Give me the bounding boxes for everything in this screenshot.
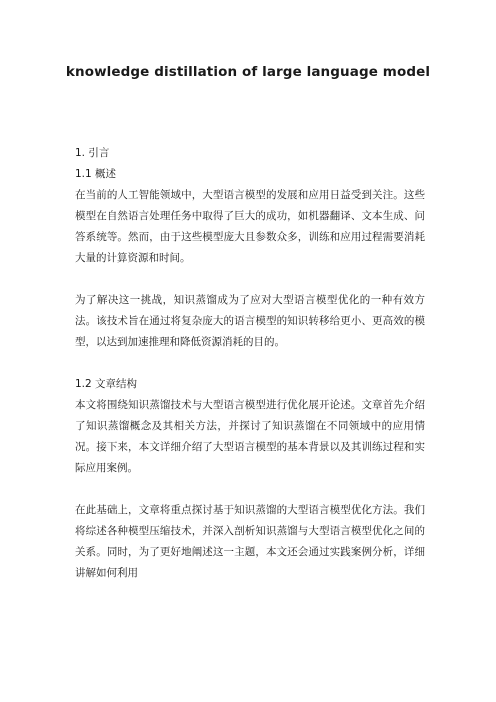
paragraph-overview-2: 为了解决这一挑战，知识蒸馏成为了应对大型语言模型优化的一种有效方法。该技术旨在通过将复杂庞大的语言模型的知识转移给更小、更高效的模型，以达到加速推理和降低资源消耗的目的。 <box>75 294 425 348</box>
section-heading-overview: 1.1 概述 <box>75 168 117 180</box>
document-body <box>75 143 425 584</box>
paragraph-structure-1: 本文将围绕知识蒸馏技术与大型语言模型进行优化展开论述。文章首先介绍了知识蒸馏概念及其相关方法，并探讨了知识蒸馏在不同领域中的应用情况。接下来，本文详细介绍了大型语言模型的基本背景以及其训练过程和实际应用案例。 <box>75 399 425 474</box>
document-title: knowledge distillation of large language model <box>65 64 431 80</box>
paragraph-spacer <box>75 479 425 500</box>
paragraph-structure-2: 在此基础上，文章将重点探讨基于知识蒸馏的大型语言模型优化方法。我们将综述各种模型压缩技术，并深入剖析知识蒸馏与大型语言模型优化之间的关系。同时，为了更好地阐述这一主题，本文还会通过实践案例分析，详细讲解如何利用 <box>75 504 425 579</box>
paragraph-overview-1: 在当前的人工智能领域中，大型语言模型的发展和应用日益受到关注。这些模型在自然语言处理任务中取得了巨大的成功，如机器翻译、文本生成、问答系统等。然而，由于这些模型庞大且参数众多，训练和应用过程需要消耗大量的计算资源和时间。 <box>75 189 425 264</box>
section-heading-introduction: 1. 引言 <box>75 147 110 159</box>
paragraph-spacer <box>75 269 425 290</box>
section-heading-structure: 1.2 文章结构 <box>75 378 138 390</box>
paragraph-spacer <box>75 353 425 374</box>
